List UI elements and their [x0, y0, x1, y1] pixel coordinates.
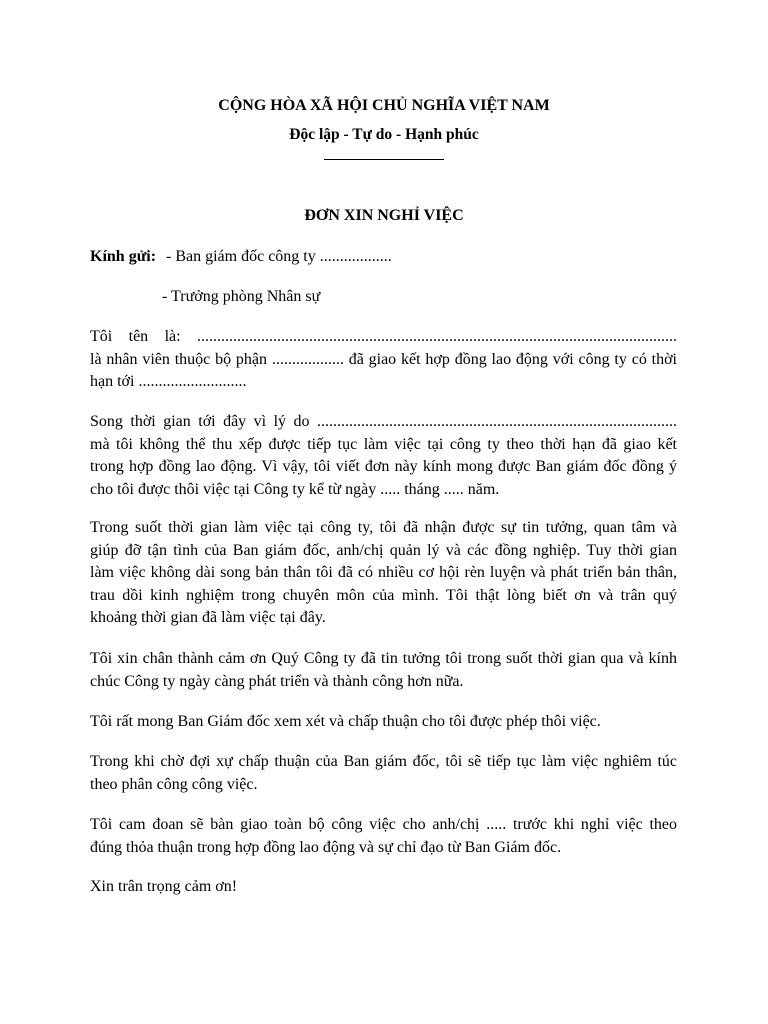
- paragraph-commitment: [90, 751, 677, 796]
- paragraph-reason: [90, 411, 677, 501]
- paragraph-line: làm việc không dài song bản thân tôi đã có nhiều cơ hội rèn luyện và phát triển bản thân,: [90, 564, 677, 581]
- paragraph-line: trau dồi kinh nghiệm trong chuyên môn của mình. Tôi thật lòng biết ơn và trân quý: [90, 586, 677, 604]
- paragraph-line: Tôi rất mong Ban Giám đốc xem xét và chấp thuận cho tôi được phép thôi việc.: [90, 713, 601, 730]
- paragraph-line: hạn tới ...........................: [90, 373, 247, 390]
- national-header: CỘNG HÒA XÃ HỘI CHỦ NGHĨA VIỆT NAM: [218, 97, 550, 114]
- document-title: ĐƠN XIN NGHỈ VIỆC: [304, 207, 464, 224]
- paragraph-line: giúp đỡ tận tình của Ban giám đốc, anh/chị quản lý và các đồng nghiệp. Tuy thời gian: [90, 541, 677, 559]
- national-motto: Độc lập - Tự do - Hạnh phúc: [289, 126, 479, 143]
- paragraph-handover: [90, 814, 677, 859]
- paragraph-line: đúng thỏa thuận trong hợp đồng lao động và sự chỉ đạo từ Ban Giám đốc.: [90, 838, 562, 856]
- paragraph-line: trong hợp đồng lao động. Vì vậy, tôi viết đơn này kính mong được Ban giám đốc đồng ý: [90, 458, 677, 475]
- paragraph-line: Xin trân trọng cảm ơn!: [90, 878, 238, 895]
- paragraph-line: Trong khi chờ đợi xự chấp thuận của Ban giám đốc, tôi sẽ tiếp tục làm việc nghiêm túc: [90, 753, 677, 770]
- paragraph-intro: [90, 326, 677, 394]
- paragraph-closing: [90, 876, 677, 899]
- paragraph-line: Tôi cam đoan sẽ bàn giao toàn bộ công việc cho anh/chị ..... trước khi nghỉ việc theo: [90, 816, 677, 833]
- paragraph-line: mà tôi không thể thu xếp được tiếp tục làm việc tại công ty theo thời hạn đã giao kết: [90, 435, 677, 453]
- paragraph-line: Song thời gian tới đây vì lý do ..........................................................................................: [90, 413, 677, 430]
- paragraph-line: cho tôi được thôi việc tại Công ty kể từ ngày ..... tháng ..... năm.: [90, 480, 500, 498]
- paragraph-line: Tôi xin chân thành cảm ơn Quý Công ty đã tin tưởng tôi trong suốt thời gian qua và kính: [90, 650, 677, 667]
- paragraph-request: [90, 711, 677, 734]
- paragraph-line: Trong suốt thời gian làm việc tại công ty, tôi đã nhận được sự tin tưởng, quan tâm và: [90, 519, 677, 536]
- recipient-board: - Ban giám đốc công ty ..................: [166, 248, 392, 265]
- paragraph-line: Tôi tên là: ........................................................................................................................: [90, 328, 677, 345]
- recipient-label: Kính gửi:: [90, 248, 157, 265]
- paragraph-line: khoảng thời gian đã làm việc tại đây.: [90, 609, 326, 626]
- paragraph-gratitude: [90, 517, 677, 630]
- paragraph-line: theo phân công công việc.: [90, 775, 258, 793]
- recipient-hr: - Trưởng phòng Nhân sự: [162, 288, 321, 305]
- paragraph-line: là nhân viên thuộc bộ phận .................. đã giao kết hợp đồng lao động với công ty có thời: [90, 350, 677, 368]
- paragraph-thanks: [90, 648, 677, 693]
- paragraph-line: chúc Công ty ngày càng phát triển và thành công hơn nữa.: [90, 672, 464, 690]
- header-divider: [324, 159, 444, 160]
